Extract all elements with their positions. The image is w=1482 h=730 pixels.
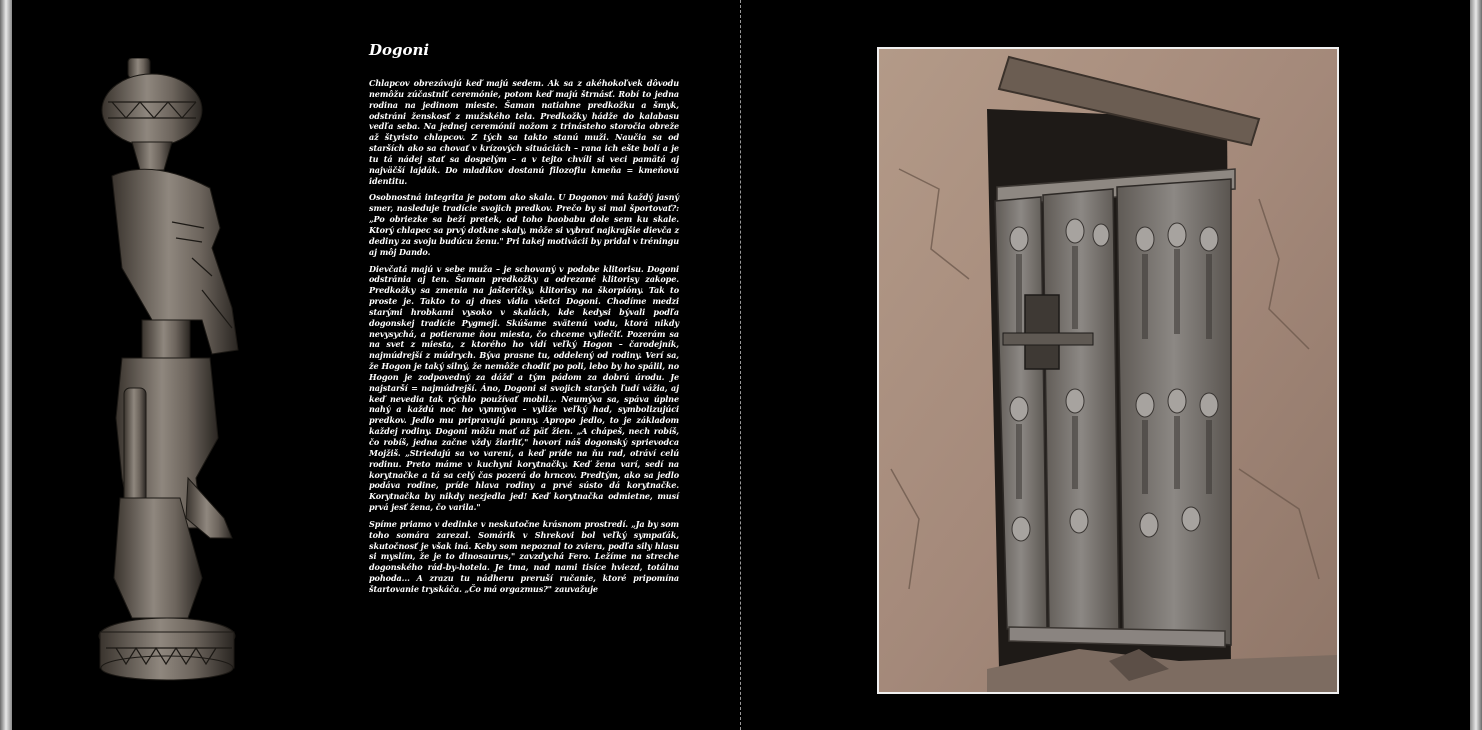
article-paragraph: Osobnostná integrita je potom ako skala. U Dogonov má každý jasný smer, nasleduje tradície svojich predkov. Prečo by si mal športovať?: „Po obriezke sa beží pretek, od toho baobabu dole sem ku skale. Ktorý chlapec sa prvý dotkne skaly, môže si vybrať najkrajšie dievča z dediny za svoju budúcu ženu." Pri takej motivácii by pridal v tréningu aj môj Dando. bbox=[369, 192, 679, 257]
left-page-edge bbox=[0, 0, 12, 730]
article-paragraph: Dievčatá majú v sebe muža – je schovaný v podobe klitorisu. Dogoni odstránia aj ten. Šaman predkožky a odrezané klitorisy zakope. Predkožky sa zmenia na jašteričky, klitorisy na škorpióny. Tak to proste je. Takto to aj dnes vidia všetci Dogoni. Chodíme medzi starými hrobkami vysoko v skalách, kde kedysi bývali podľa dogonskej tradície Pygmeji. Skúšame svätenú vodu, ktorá nikdy nevysychá, a potierame ňou miesta, čo chceme vyliečiť. Pozerám sa na svet z miesta, z ktorého ho vidí veľký Hogon – čarodejník, najmúdrejší z múdrych. Býva prasne tu, oddelený od rodiny. Verí sa, že Hogon je taký silný, že nemôže chodiť po poli, lebo by ho spálil, no Hogon je zodpovedný za dážď a tým pádom za dobrú úrodu. Je najstarší = najmúdrejší. Áno, Dogoni si svojich starých ľudí vážia, aj keď nevedia tak rýchlo používať mobil... Neumývа sa, spáva úplne nahý a každú noc ho vynmýva – vyliže veľký had, symbolizujúci predkov. Jedlo mu pripravujú panny. Apropo jedlo, to je základom každej rodiny. Dogoni môžu mať až päť žien. „A chápeš, nech robíš, čo robíš, jedna začne vždy žiarliť," hovorí náš dogonský sprievodca Mojžiš. „Striedajú sa vo varení, a keď príde na ňu rad, otráví celú rodinu. Preto máme v kuchyni korytnačky. Keď žena varí, sedí na korytnačke a tá sa celý čas pozerá do hrncov. Predtým, ako sa jedlo podáva rodine, príde hlava rodiny a prvé sústo dá korytnačke. Korytnačka by nikdy nezjedla jed! Keď korytnačka odmietne, musí prvá jesť žena, čo varila." bbox=[369, 263, 679, 513]
dogon-statue-image bbox=[92, 58, 252, 682]
right-page-edge bbox=[1470, 0, 1482, 730]
article-title: Dogoni bbox=[369, 41, 430, 59]
article-paragraph: Chlapcov obrezávajú keď majú sedem. Ak sa z akéhokoľvek dôvodu nemôžu zúčastniť ceremónie, potom keď majú štrnásť. Robí to jedna rodina na jedinom mieste. Šaman natiahne predkožku a šmyk, odstráni ženskosť z mužského tela. Predkožky hádže do kalabasu vedľa seba. Na jednej ceremónii nožom z trinásteho storočia obreže až štyristo chlapcov. Z tých sa takto stanú muži. Naučia sa od starších ako sa chovať v krízových situáciách – rana ich ešte bolí a je tu tá nádej stať sa dospelým – a v tejto chvíli si veci pamätá aj najväčší lajdák. Do mladíkov dostanú filozofiu kmeňa = kmeňovú identitu. bbox=[369, 78, 679, 186]
article-paragraph: Spíme priamo v dedinke v neskutočne krásnom prostredí. „Ja by som toho somára zarezal. Somárik v Shrekovi bol veľký sympaťák, skutočnosť je však iná. Keby som nepoznal to zviera, podľa sily hlasu si myslím, že je to dinosaurus," zavzdychá Fero. Ležíme na streche dogonského rád-by-hotela. Je tma, nad nami tisíce hviezd, totálna pohoda... A zrazu tu nádheru preruší ručanie, ktoré pripomína štartovanie tryskáča. „Čo má orgazmus?" zauvažuje bbox=[369, 518, 679, 594]
book-spine-fold bbox=[740, 0, 741, 730]
article-text-column bbox=[369, 40, 679, 601]
carved-door-photo bbox=[877, 47, 1339, 694]
